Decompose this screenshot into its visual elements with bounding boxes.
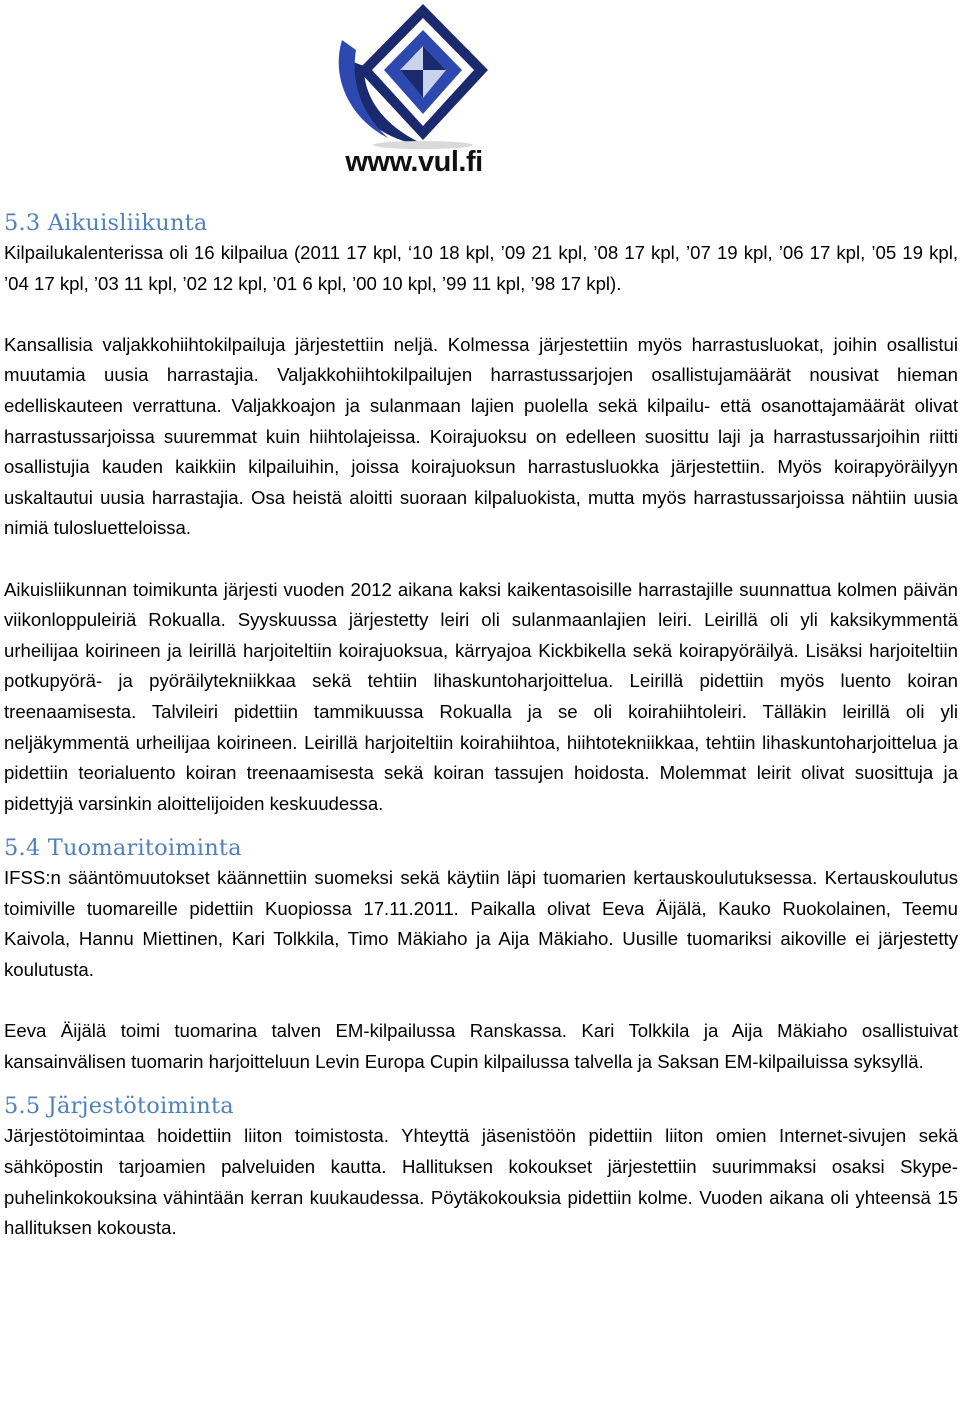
logo-emblem-icon [328,0,500,150]
paragraph: Kansallisia valjakkohiihtokilpailuja järjestettiin neljä. Kolmessa järjestettiin myös harrastusluokat, joihin osallistui muutamia uusia harrastajia. Valjakkohiihtokilpailujen harrastussarjojen osallistujamäärät nousivat hieman edelliskauteen verrattuna. Valjakkoajon ja sulanmaan lajien puolella sekä kilpailu- että osanottajamäärät olivat harrastussarjoissa suuremmat kuin hiihtolajeissa. Koirajuoksu on edelleen suosittu laji ja harrastussarjoihin riitti osallistujia kauden kaikkiin kilpailuihin, joissa koirajuoksun harrastusluokka järjestettiin. Myös koirapyöräilyyn uskaltautui uusia harrastajia. Osa heistä aloitti suoraan kilpaluokista, mutta myös harrastussarjoissa nähtiin uusia nimiä tulosluetteloissa. [4,333,958,539]
section-aikuisliikunta [4,208,958,833]
section-heading: 5.4 Tuomaritoiminta [4,835,242,862]
paragraph: Kilpailukalenterissa oli 16 kilpailua (2011 17 kpl, ‘10 18 kpl, ’09 21 kpl, ’08 17 kpl, ’07 19 kpl, ’06 17 kpl, ’05 19 kpl, ’04 17 kpl, ’03 11 kpl, ’02 12 kpl, ’01 6 kpl, ’00 10 kpl, ’99 11 kpl, ’98 17 kpl). [4,242,958,294]
logo-url-text: www.vul.fi [345,146,483,178]
section-tuomaritoiminta [4,833,958,1091]
section-jarjestotoiminta [4,1091,958,1243]
section-heading: 5.5 Järjestötoiminta [4,1093,234,1120]
paragraph: IFSS:n sääntömuutokset käännettiin suomeksi sekä käytiin läpi tuomarien kertauskoulutuksessa. Kertauskoulutus toimiville tuomareille pidettiin Kuopiossa 17.11.2011. Paikalla olivat Eeva Äijälä, Kauko Ruokolainen, Teemu Kaivola, Hannu Miettinen, Kari Tolkkila, Timo Mäkiaho ja Aija Mäkiaho. Uusille tuomariksi aikoville ei järjestetty koulutusta. [4,867,958,981]
paragraph: Järjestötoimintaa hoidettiin liiton toimistosta. Yhteyttä jäsenistöön pidettiin liiton omien Internet-sivujen sekä sähköpostin tarjoamien palveluiden kautta. Hallituksen kokoukset järjestettiin suurimmaksi osaksi Skype-puhelinkokouksina vähintään kerran kuukaudessa. Pöytäkokouksia pidettiin kolme. Vuoden aikana oli yhteensä 15 hallituksen kokousta. [4,1125,958,1239]
paragraph: Eeva Äijälä toimi tuomarina talven EM-kilpailussa Ranskassa. Kari Tolkkila ja Aija Mäkiaho osallistuivat kansainvälisen tuomarin harjoitteluun Levin Europa Cupin kilpailussa talvella ja Saksan EM-kilpailuissa syksyllä. [4,1020,958,1072]
paragraph: Aikuisliikunnan toimikunta järjesti vuoden 2012 aikana kaksi kaikentasoisille harrastajille suunnattua kolmen päivän viikonloppuleiriä Rokualla. Syyskuussa järjestetty leiri oli sulanmaanlajien leiri. Leirillä oli yli kaksikymmentä urheilijaa koirineen ja leirillä harjoiteltiin koirajuoksua, kärryajoa Kickbikella sekä koirapyöräilyä. Lisäksi harjoiteltiin potkupyörä- ja pyöräilytekniikkaa sekä tehtiin lihaskuntoharjoittelua. Leirillä pidettiin myös luento koiran treenaamisesta. Talvileiri pidettiin tammikuussa Rokualla ja se oli koirahiihtoleiri. Tälläkin leirillä oli yli neljäkymmentä urheilijaa koirineen. Leirillä harjoiteltiin koirahiihtoa, hiihtotekniikkaa, tehtiin lihaskuntoharjoittelua ja pidettiin teorialuento koiran treenaamisesta sekä koiran tassujen hoidosta. Molemmat leirit olivat suosittuja ja pidettyjä varsinkin aloittelijoiden keskuudessa. [4,578,958,814]
section-heading: 5.3 Aikuisliikunta [4,210,208,236]
document-body [4,208,958,1244]
vul-logo [328,0,500,186]
